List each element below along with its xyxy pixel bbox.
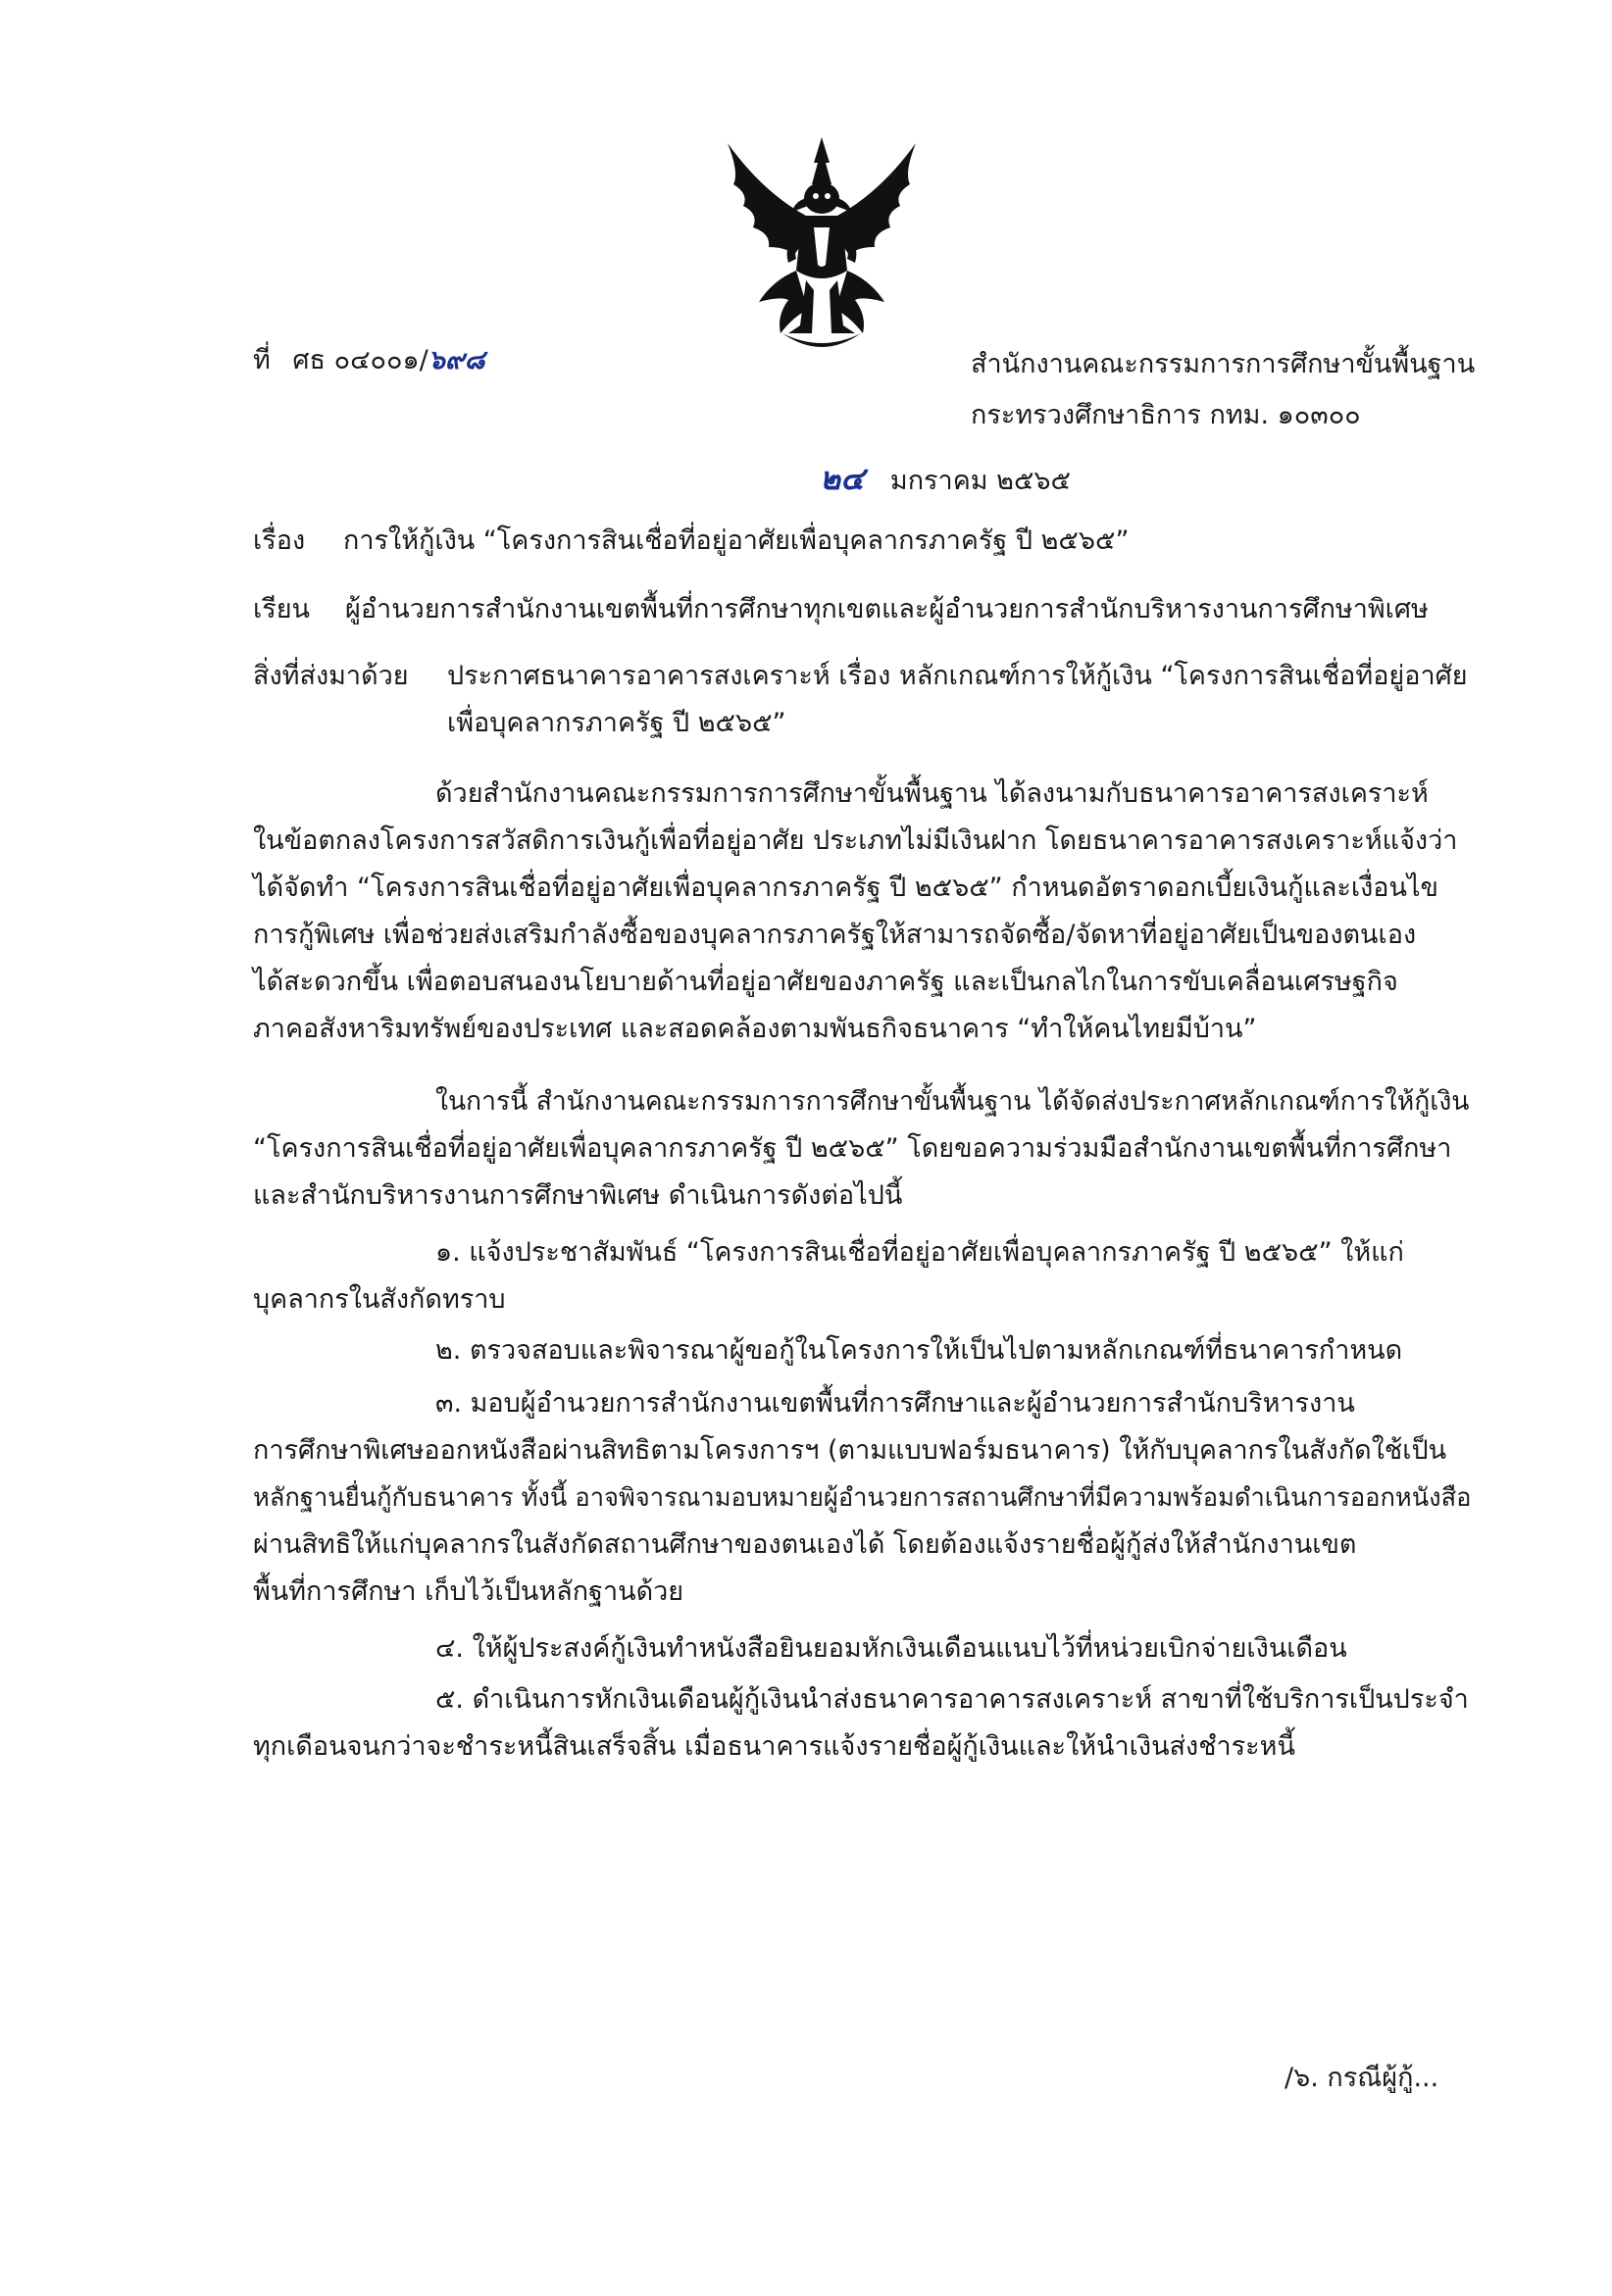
paragraph-line: ได้สะดวกขึ้น เพื่อตอบสนองนโยบายด้านที่อยู่อาศัยของภาครัฐ และเป็นกลไกในการขับเคลื่อนเศรษฐกิจ: [253, 967, 1398, 997]
item-line: หลักฐานยื่นกู้กับธนาคาร ทั้งนี้ อาจพิจารณามอบหมายผู้อำนวยการสถานศึกษาที่มีความพร้อมดำเนินการออกหนังสือ: [253, 1483, 1472, 1513]
recipient-text: ผู้อำนวยการสำนักงานเขตพื้นที่การศึกษาทุกเขตและผู้อำนวยการสำนักบริหารงานการศึกษาพิเศษ: [345, 594, 1429, 624]
item-line: ผ่านสิทธิให้แก่บุคลากรในสังกัดสถานศึกษาของตนเองได้ โดยต้องแจ้งรายชื่อผู้กู้ส่งให้สำนักงานเขต: [253, 1529, 1357, 1560]
action-item-2: [253, 1327, 1485, 1374]
paragraph-line: ด้วยสำนักงานคณะกรรมการการศึกษาขั้นพื้นฐาน ได้ลงนามกับธนาคารอาคารสงเคราะห์: [435, 778, 1429, 809]
item-line: ๒. ตรวจสอบและพิจารณาผู้ขอกู้ในโครงการให้เป็นไปตามหลักเกณฑ์ที่ธนาคารกำหนด: [435, 1335, 1403, 1366]
recipient-label: เรียน: [253, 594, 311, 624]
enclosure-label: สิ่งที่ส่งมาด้วย: [253, 661, 409, 691]
reference-prefix: ศธ ๐๔๐๐๑/: [292, 345, 428, 375]
enclosure-line-2: เพื่อบุคลากรภาครัฐ ปี ๒๕๖๕”: [447, 708, 786, 738]
action-item-3: [253, 1380, 1485, 1616]
paragraph-line: ในการนี้ สำนักงานคณะกรรมการการศึกษาขั้นพื้นฐาน ได้จัดส่งประกาศหลักเกณฑ์การให้กู้เงิน: [435, 1086, 1470, 1117]
paragraph-line: การกู้พิเศษ เพื่อช่วยส่งเสริมกำลังซื้อของบุคลากรภาครัฐให้สามารถจัดซื้อ/จัดหาที่อยู่อาศัยเป็นของตนเอง: [253, 920, 1417, 950]
item-line: ทุกเดือนจนกว่าจะชำระหนี้สินเสร็จสิ้น เมื่อธนาคารแจ้งรายชื่อผู้กู้เงินและให้นำเงินส่งชำระหนี้: [253, 1731, 1295, 1762]
reference-number: [253, 343, 484, 378]
subject-text: การให้กู้เงิน “โครงการสินเชื่อที่อยู่อาศัยเพื่อบุคลากรภาครัฐ ปี ๒๕๖๕”: [343, 525, 1130, 556]
document-date: [820, 461, 1071, 499]
office-name: สำนักงานคณะกรรมการการศึกษาขั้นพื้นฐาน: [971, 349, 1476, 379]
item-line: ๔. ให้ผู้ประสงค์กู้เงินทำหนังสือยินยอมหักเงินเดือนแนบไว้ที่หน่วยเบิกจ่ายเงินเดือน: [435, 1633, 1347, 1664]
item-line: บุคลากรในสังกัดทราบ: [253, 1284, 506, 1315]
action-item-1: [253, 1229, 1485, 1323]
paragraph-line: และสำนักบริหารงานการศึกษาพิเศษ ดำเนินการดังต่อไปนี้: [253, 1180, 903, 1211]
body-paragraph-2: [253, 1078, 1485, 1220]
paragraph-line: ในข้อตกลงโครงการสวัสดิการเงินกู้เพื่อที่อยู่อาศัย ประเภทไม่มีเงินฝาก โดยธนาคารอาคารสงเคราะห์แจ้งว่า: [253, 825, 1458, 856]
item-line: พื้นที่การศึกษา เก็บไว้เป็นหลักฐานด้วย: [253, 1576, 684, 1607]
item-line: ๕. ดำเนินการหักเงินเดือนผู้กู้เงินนำส่งธนาคารอาคารสงเคราะห์ สาขาที่ใช้บริการเป็นประจำ: [435, 1684, 1469, 1715]
item-line: ๑. แจ้งประชาสัมพันธ์ “โครงการสินเชื่อที่อยู่อาศัยเพื่อบุคลากรภาครัฐ ปี ๒๕๖๕” ให้แก่: [435, 1237, 1404, 1268]
reference-label: ที่: [253, 345, 271, 375]
reference-handwritten-number: ๖๙๘: [428, 345, 485, 375]
paragraph-line: “โครงการสินเชื่อที่อยู่อาศัยเพื่อบุคลากรภาครัฐ ปี ๒๕๖๕” โดยขอความร่วมมือสำนักงานเขตพื้นที่การศึกษา: [253, 1133, 1452, 1164]
paragraph-line: ได้จัดทำ “โครงการสินเชื่อที่อยู่อาศัยเพื่อบุคลากรภาครัฐ ปี ๒๕๖๕” กำหนดอัตราดอกเบี้ยเงินกู้และเงื่อนไข: [253, 873, 1439, 903]
office-address: กระทรวงศึกษาธิการ กทม. ๑๐๓๐๐: [971, 400, 1361, 430]
action-item-4: [253, 1625, 1485, 1672]
continuation-marker: /๖. กรณีผู้กู้...: [1285, 2063, 1439, 2093]
subject-label: เรื่อง: [253, 525, 306, 556]
body-paragraph-1: [253, 771, 1485, 1053]
item-line: ๓. มอบผู้อำนวยการสำนักงานเขตพื้นที่การศึกษาและผู้อำนวยการสำนักบริหารงาน: [435, 1388, 1355, 1419]
date-day-handwritten: ๒๔: [820, 460, 865, 497]
garuda-emblem-icon: [724, 133, 920, 361]
enclosure-line-1: ประกาศธนาคารอาคารสงเคราะห์ เรื่อง หลักเกณฑ์การให้กู้เงิน “โครงการสินเชื่อที่อยู่อาศัย: [447, 661, 1468, 691]
paragraph-line: ภาคอสังหาริมทรัพย์ของประเทศ และสอดคล้องตามพันธกิจธนาคาร “ทำให้คนไทยมีบ้าน”: [253, 1014, 1257, 1044]
date-month-year: มกราคม ๒๕๖๕: [889, 466, 1071, 496]
item-line: การศึกษาพิเศษออกหนังสือผ่านสิทธิตามโครงการฯ (ตามแบบฟอร์มธนาคาร) ให้กับบุคลากรในสังกัดใช้เป็น: [253, 1435, 1447, 1466]
action-item-5: [253, 1676, 1485, 1771]
